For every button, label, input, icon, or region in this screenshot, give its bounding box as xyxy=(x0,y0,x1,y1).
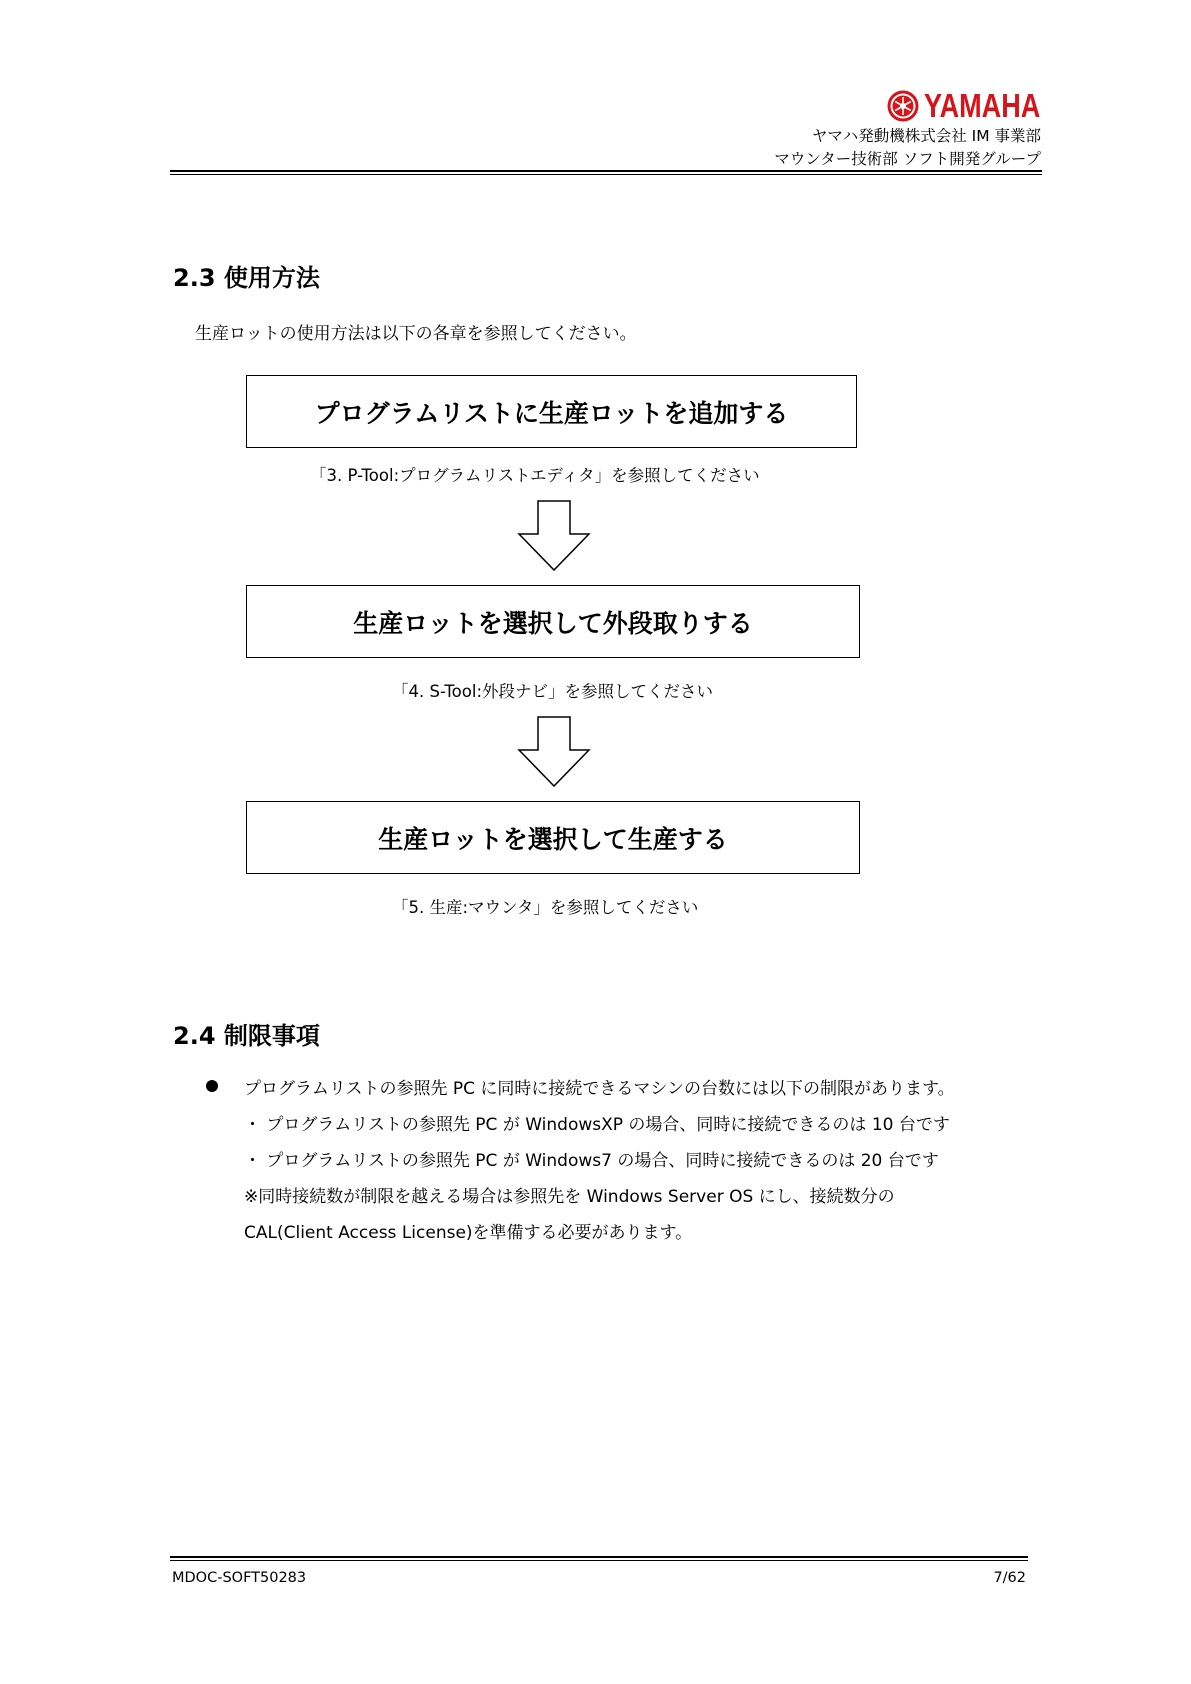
flow-step-3 xyxy=(246,801,860,874)
page-number: 7/62 xyxy=(993,1570,1026,1586)
yamaha-logo xyxy=(886,88,1066,124)
flow-step-2 xyxy=(246,585,860,658)
section-heading-usage: 2.3 使用方法 xyxy=(173,264,320,292)
department-name: マウンター技術部 ソフト開発グループ xyxy=(774,150,1041,168)
usage-intro: 生産ロットの使用方法は以下の各章を参照してください。 xyxy=(195,324,637,344)
flow-step-3-ref: 「5. 生産:マウンタ」を参照してください xyxy=(392,898,699,917)
header-rule xyxy=(170,170,1042,172)
flow-step-1-title: プログラムリストに生産ロットを追加する xyxy=(314,398,789,428)
flow-step-1-ref: 「3. P-Tool:プログラムリストエディタ」を参照してください xyxy=(310,466,760,485)
down-arrow-icon xyxy=(517,716,591,788)
tuning-fork-emblem-icon xyxy=(886,89,920,123)
document-id: MDOC-SOFT50283 xyxy=(172,1570,307,1586)
footer-rule xyxy=(170,1556,1028,1558)
flow-step-2-ref: 「4. S-Tool:外段ナビ」を参照してください xyxy=(392,682,714,701)
flow-step-1 xyxy=(246,375,857,448)
section-heading-restrictions: 2.4 制限事項 xyxy=(173,1022,320,1050)
restriction-note-line-1: ※同時接続数が制限を越える場合は参照先を Windows Server OS にし、接続数分の xyxy=(244,1187,895,1207)
flow-step-3-title: 生産ロットを選択して生産する xyxy=(378,824,728,854)
restriction-sub-item-win7: ・ プログラムリストの参照先 PC が Windows7 の場合、同時に接続できるのは 20 台です xyxy=(244,1151,939,1171)
logo-wordmark: YAMAHA xyxy=(924,87,1041,124)
down-arrow-icon xyxy=(517,500,591,572)
flow-step-2-title: 生産ロットを選択して外段取りする xyxy=(353,608,753,638)
bullet-icon xyxy=(206,1080,218,1092)
restriction-sub-item-xp: ・ プログラムリストの参照先 PC が WindowsXP の場合、同時に接続できるのは 10 台です xyxy=(244,1115,950,1135)
restriction-bullet-text: プログラムリストの参照先 PC に同時に接続できるマシンの台数には以下の制限があります。 xyxy=(244,1079,955,1099)
header-rule-thin xyxy=(170,174,1042,175)
footer-rule-thin xyxy=(170,1560,1028,1561)
company-name: ヤマハ発動機株式会社 IM 事業部 xyxy=(811,127,1041,145)
restriction-note-line-2: CAL(Client Access License)を準備する必要があります。 xyxy=(244,1223,693,1243)
